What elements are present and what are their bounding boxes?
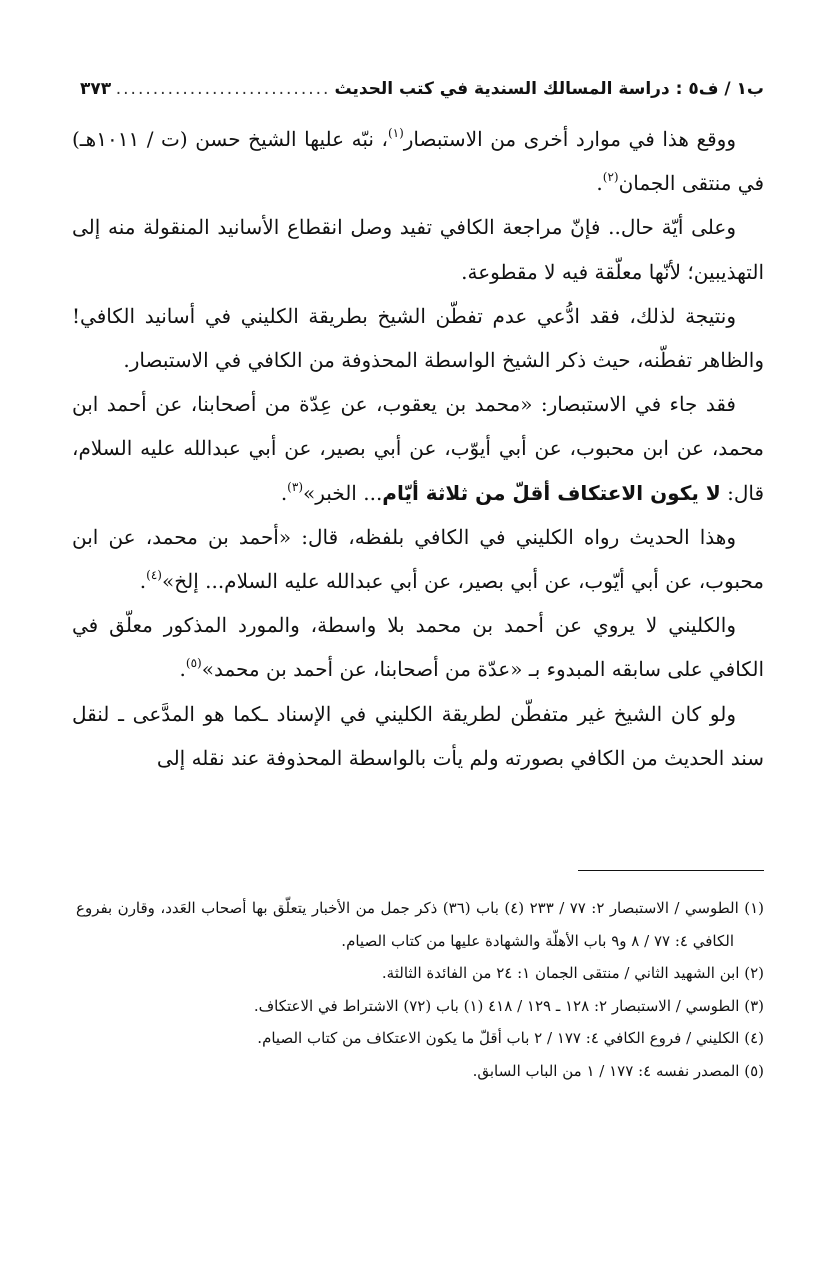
footnote-ref-4[interactable]: (٤) — [146, 568, 162, 583]
footnote-ref-5[interactable]: (٥) — [185, 656, 202, 671]
page-number: ٣٧٣ — [80, 79, 112, 99]
paragraph-5-end: . — [139, 569, 147, 594]
footnote-2: (٢) ابن الشهيد الثاني / منتقى الجمان ١: ٢٤ من الفائدة الثالثة. — [381, 964, 764, 982]
footnote-5: (٥) المصدر نفسه ٤: ١٧٧ / ١ من الباب السابق. — [472, 1061, 764, 1080]
paragraph-6-end: . — [179, 657, 186, 682]
header-dot-leader — [115, 79, 330, 99]
paragraph-1-text-b: ، نبّه عليها الشيخ حسن (ت / ١٠١١هـ) في منتقى الجمان — [72, 127, 764, 196]
paragraph-5 — [72, 515, 764, 603]
footnotes — [76, 892, 764, 1087]
paragraph-6-text: والكليني لا يروي عن أحمد بن محمد بلا واسطة، والمورد المذكور معلّق في الكافي على سابقه المبدوء بـ «عدّة من أصحابنا، عن أحمد بن محمد» — [72, 613, 764, 682]
paragraph-4-text-a: فقد جاء في الاستبصار: «محمد بن يعقوب، عن عِدّة من أصحابنا، عن أحمد ابن محمد، عن ابن محبوب، عن أبي أيوّب، عن أبي بصير، عن أبي عبدالله عليه السلام، قال: — [72, 392, 764, 505]
paragraph-4-text-b: ... الخبر» — [303, 480, 383, 505]
header-section-title: ب١ / ف٥ : دراسة المسالك السندية في كتب الحديث — [334, 79, 764, 99]
footnote-4: (٤) الكليني / فروع الكافي ٤: ١٧٧ / ٢ باب أقلّ ما يكون الاعتكاف من كتاب الصيام. — [257, 1029, 764, 1047]
paragraph-4-end: . — [280, 480, 288, 505]
running-header — [80, 76, 764, 102]
paragraph-5-text: وهذا الحديث رواه الكليني في الكافي بلفظه، قال: «أحمد بن محمد، عن ابن محبوب، عن أبي أيّوب، عن أبي بصير، عن أبي عبدالله عليه السلام... إلخ» — [72, 524, 764, 594]
paragraph-6 — [72, 603, 764, 691]
footnote-3: (٣) الطوسي / الاستبصار ٢: ١٢٨ ـ ١٢٩ / ٤١٨ (١) باب (٧٢) الاشتراط في الاعتكاف. — [253, 996, 764, 1015]
footnote-ref-2[interactable]: (٢) — [602, 170, 619, 185]
footnote-1: (١) الطوسي / الاستبصار ٢: ٧٧ / ٢٣٣ (٤) باب (٣٦) ذكر جمل من الأخبار يتعلّق بها أصحاب العَدد، وقارن بفروع الكافي ٤: ٧٧ / ٨ و٩ باب الأهلّة والشهادة عليها من كتاب الصيام. — [76, 899, 764, 950]
paragraph-1 — [72, 117, 764, 205]
footnote-ref-3[interactable]: (٣) — [287, 479, 303, 494]
paragraph-7: ولو كان الشيخ غير متفطّن لطريقة الكليني في الإسناد ـكما هو المدَّعى ـ لنقل سند الحديث من الكافي بصورته ولم يأت بالواسطة المحذوفة عند نقله إلى — [72, 701, 764, 770]
paragraph-3: ونتيجة لذلك، فقد ادُّعي عدم تفطّن الشيخ بطريقة الكليني في أسانيد الكافي! والظاهر تفطّنه، حيث ذكر الشيخ الواسطة المحذوفة من الكافي في الاستبصار. — [72, 303, 764, 373]
paragraph-1-text-a: ووقع هذا في موارد أخرى من الاستبصار — [403, 127, 736, 151]
footnote-ref-1[interactable]: (١) — [387, 126, 404, 140]
paragraph-1-end: . — [596, 171, 603, 196]
paragraph-2: وعلى أيّة حال.. فإنّ مراجعة الكافي تفيد وصل انقطاع الأسانيد المنقولة منه إلى التهذيبين؛ لأنّها معلّقة فيه لا مقطوعة. — [72, 215, 764, 284]
main-text — [72, 117, 764, 780]
footnote-separator — [578, 870, 764, 871]
paragraph-4 — [72, 382, 764, 515]
hadith-quote-bold: لا يكون الاعتكاف أقلّ من ثلاثة أيّام — [382, 480, 721, 505]
